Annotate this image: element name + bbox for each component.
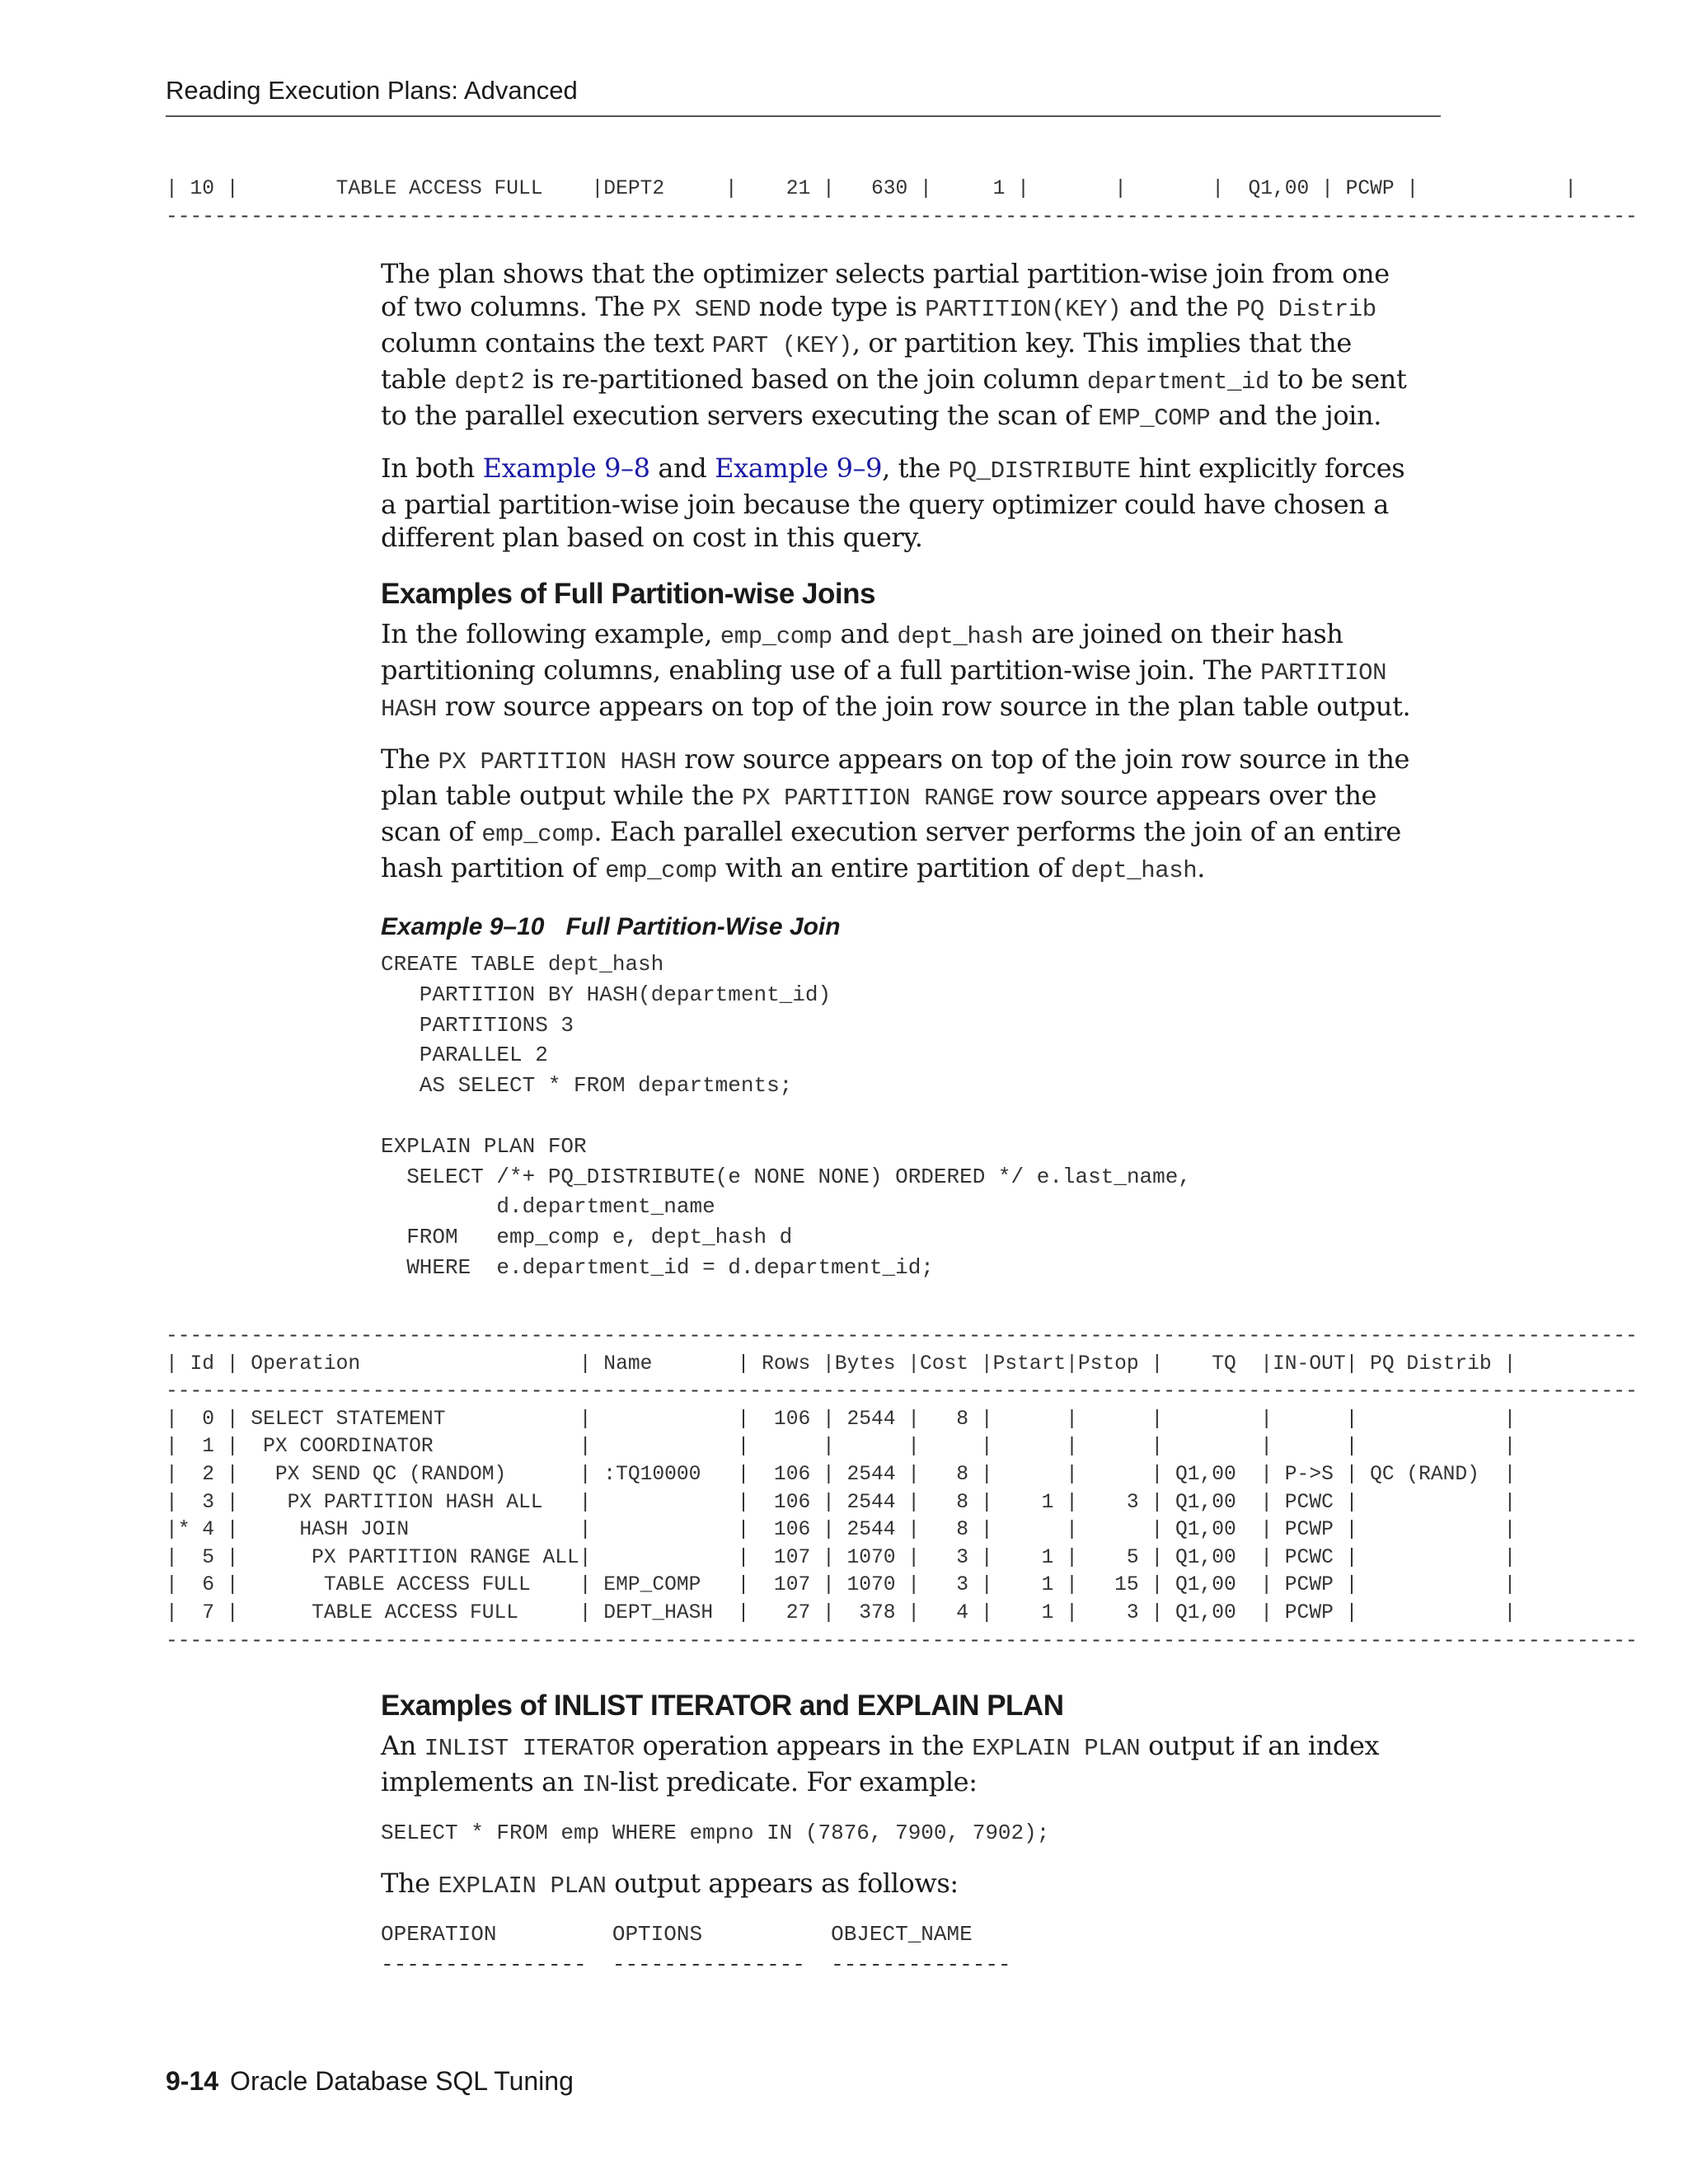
running-header: Reading Execution Plans: Advanced (166, 76, 578, 105)
text-column-upper (381, 257, 1419, 570)
paragraph-pq-distribute: In both Example 9–8 and Example 9–9, the PQ_DISTRIBUTE hint explicitly forces a partial partition-wise join because the query optimizer could have chosen a different plan based on cost in this query. (381, 452, 1405, 553)
section-inlist-iterator (381, 1690, 1419, 1980)
plan-fragment-rule: ------------------------------------------------------------------------------------------------------------------------- (166, 206, 1638, 228)
page-number: 9-14 (166, 2066, 219, 2096)
paragraph-explain-output: The EXPLAIN PLAN output appears as follows: (381, 1867, 959, 1900)
link-example-9-9[interactable]: Example 9–9 (715, 452, 883, 484)
explain-output-header: OPERATION OPTIONS OBJECT_NAME ---------------- --------------- -------------- (381, 1921, 1011, 1977)
example-code-block: CREATE TABLE dept_hash PARTITION BY HASH(department_id) PARTITIONS 3 PARALLEL 2 AS SELECT * FROM departments; EXPLAIN PLAN FOR SELECT /*+ PQ_DISTRIBUTE(e NONE NONE) ORDERED */ e.last_name, d.department_name FROM emp_comp e, dept_hash d WHERE e.department_id = d.department_id; (381, 952, 1191, 1280)
plan-table: ------------------------------------------------------------------------------------------------------------------------- | Id | Operation | Name | Rows |Bytes |Cost |Pstart|Pstop | TQ |IN-OUT| PQ Distrib | ------------------------------------------------------------------------------------------------------------------------- | 0 | SELECT STATEMENT | | 106 | 2544 | 8 | | | | | | | 1 | PX COORDINATOR | | | | | | | | | | | 2 | PX SEND QC (RANDOM) | :TQ10000 | 106 | 2544 | 8 | | | Q1,00 | P->S | QC (RAND) | | 3 | PX PARTITION HASH ALL | | 106 | 2544 | 8 | 1 | 3 | Q1,00 | PCWC | | |* 4 | HASH JOIN | | 106 | 2544 | 8 | | | Q1,00 | PCWP | | | 5 | PX PARTITION RANGE ALL| | 107 | 1070 | 3 | 1 | 5 | Q1,00 | PCWC | | | 6 | TABLE ACCESS FULL | EMP_COMP | 107 | 1070 | 3 | 1 | 15 | Q1,00 | PCWP | | | 7 | TABLE ACCESS FULL | DEPT_HASH | 27 | 378 | 4 | 1 | 3 | Q1,00 | PCWP | | ------------------------------------------------------------------------------------------------------------------------- (166, 1325, 1638, 1652)
paragraph-full-join-intro: In the following example, emp_comp and dept_hash are joined on their hash partitioning columns, enabling use of a full partition-wise join. The PARTITION HASH row source appears on top of the join row source in the plan table output. (381, 618, 1411, 723)
section-heading-inlist: Examples of INLIST ITERATOR and EXPLAIN PLAN (381, 1690, 1064, 1722)
paragraph-partial-join: The plan shows that the optimizer selects partial partition-wise join from one of two columns. The PX SEND node type is PARTITION(KEY) and the PQ Distrib column contains the text PART (KEY), or partition key. This implies that the table dept2 is re-partitioned based on the join column department_id to be sent to the parallel execution servers executing the scan of EMP_COMP and the join. (381, 258, 1407, 432)
link-example-9-8[interactable]: Example 9–8 (482, 452, 650, 484)
page-footer (166, 2066, 574, 2097)
inlist-sql-code: SELECT * FROM emp WHERE empno IN (7876, 7900, 7902); (381, 1821, 1050, 1845)
plan-fragment-row: | 10 | TABLE ACCESS FULL |DEPT2 | 21 | 630 | 1 | | | Q1,00 | PCWP | | (166, 178, 1578, 200)
book-title: Oracle Database SQL Tuning (230, 2066, 574, 2096)
paragraph-full-join-detail: The PX PARTITION HASH row source appears on top of the join row source in the plan table output while the PX PARTITION RANGE row source appears over the scan of emp_comp. Each parallel execution server performs the join of an entire hash partition of emp_comp with an entire partition of dept_hash. (381, 743, 1410, 884)
example-title: Full Partition-Wise Join (565, 913, 841, 940)
section-full-partition-wise (381, 578, 1419, 904)
example-9-10 (381, 913, 1419, 1283)
section-heading-full-partition-wise: Examples of Full Partition-wise Joins (381, 578, 875, 610)
example-caption (381, 913, 1419, 941)
paragraph-inlist-intro: An INLIST ITERATOR operation appears in the EXPLAIN PLAN output if an index implements an IN-list predicate. For example: (381, 1730, 1380, 1798)
example-label: Example 9–10 (381, 913, 545, 940)
header-rule (166, 115, 1441, 117)
